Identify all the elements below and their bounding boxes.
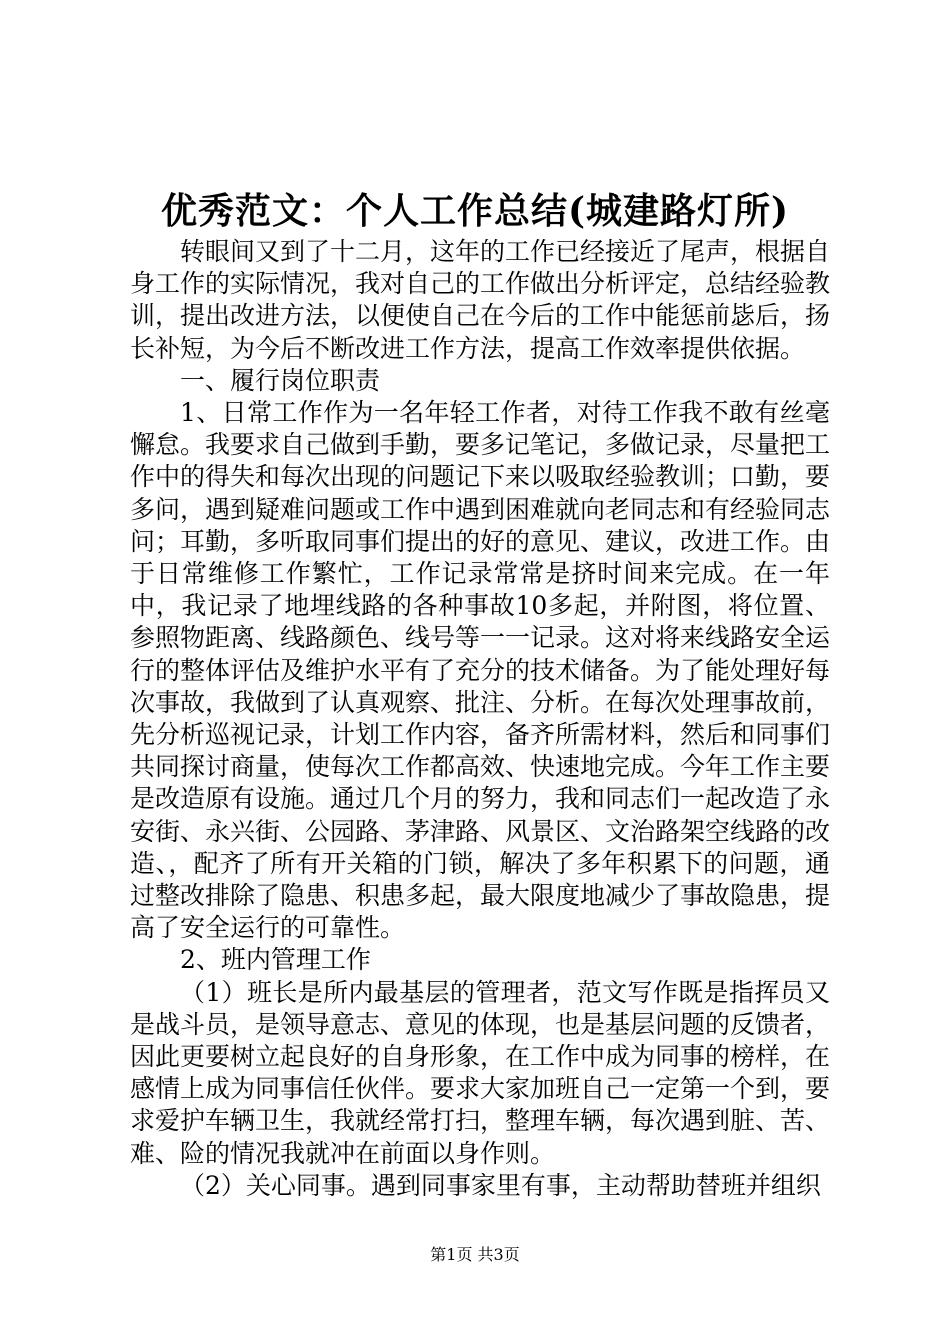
document-title: 优秀范文：个人工作总结(城建路灯所): [160, 190, 790, 232]
section-heading-duties: 一、履行岗位职责: [180, 365, 381, 395]
paragraph-intro: 转眼间又到了十二月，这年的工作已经接近了尾声，根据自身工作的实际情况，我对自己的工作做出分析评定，总结经验教训，提出改进方法，以便使自己在今后的工作中能惩前毖后，扬长补短，为今后不断改进工作方法，提高工作效率提供依据。: [130, 237, 831, 363]
paragraph-team-leader: （1）班长是所内最基层的管理者，范文写作既是指挥员又是战斗员，是领导意志、意见的体现，也是基层问题的反馈者，因此更要树立起良好的自身形象，在工作中成为同事的榜样，在感情上成为同事信任伙伴。要求大家加班自己一定第一个到，要求爱护车辆卫生，我就经常打扫，整理车辆，每次遇到脏、苦、难、险的情况我就冲在前面以身作则。: [130, 977, 831, 1168]
paragraph-care-colleagues: （2）关心同事。遇到同事家里有事，主动帮助替班并组织: [180, 1170, 821, 1200]
subsection-heading-team-management: 2、班内管理工作: [180, 945, 371, 975]
document-body: [130, 236, 830, 1202]
paragraph-daily-work: 1、日常工作作为一名年轻工作者，对待工作我不敢有丝毫懈怠。我要求自己做到手勤，要多记笔记，多做记录，尽量把工作中的得失和每次出现的问题记下来以吸取经验教训；口勤，要多问，遇到疑难问题或工作中遇到困难就向老同志和有经验同志问；耳勤，多听取同事们提出的好的意见、建议，改进工作。由于日常维修工作繁忙，工作记录常常是挤时间来完成。在一年中，我记录了地埋线路的各种事故10多起，并附图，将位置、参照物距离、线路颜色、线号等一一记录。这对将来线路安全运行的整体评估及维护水平有了充分的技术储备。为了能处理好每次事故，我做到了认真观察、批注、分析。在每次处理事故前，先分析巡视记录，计划工作内容，备齐所需材料，然后和同事们共同探讨商量，使每次工作都高效、快速地完成。今年工作主要是改造原有设施。通过几个月的努力，我和同志们一起改造了永安街、永兴街、公园路、茅津路、风景区、文治路架空线路的改造、，配齐了所有开关箱的门锁，解决了多年积累下的问题，通过整改排除了隐患、积患多起，最大限度地减少了事故隐患，提高了安全运行的可靠性。: [130, 398, 831, 943]
page-footer: 第1页 共3页: [430, 1245, 520, 1264]
